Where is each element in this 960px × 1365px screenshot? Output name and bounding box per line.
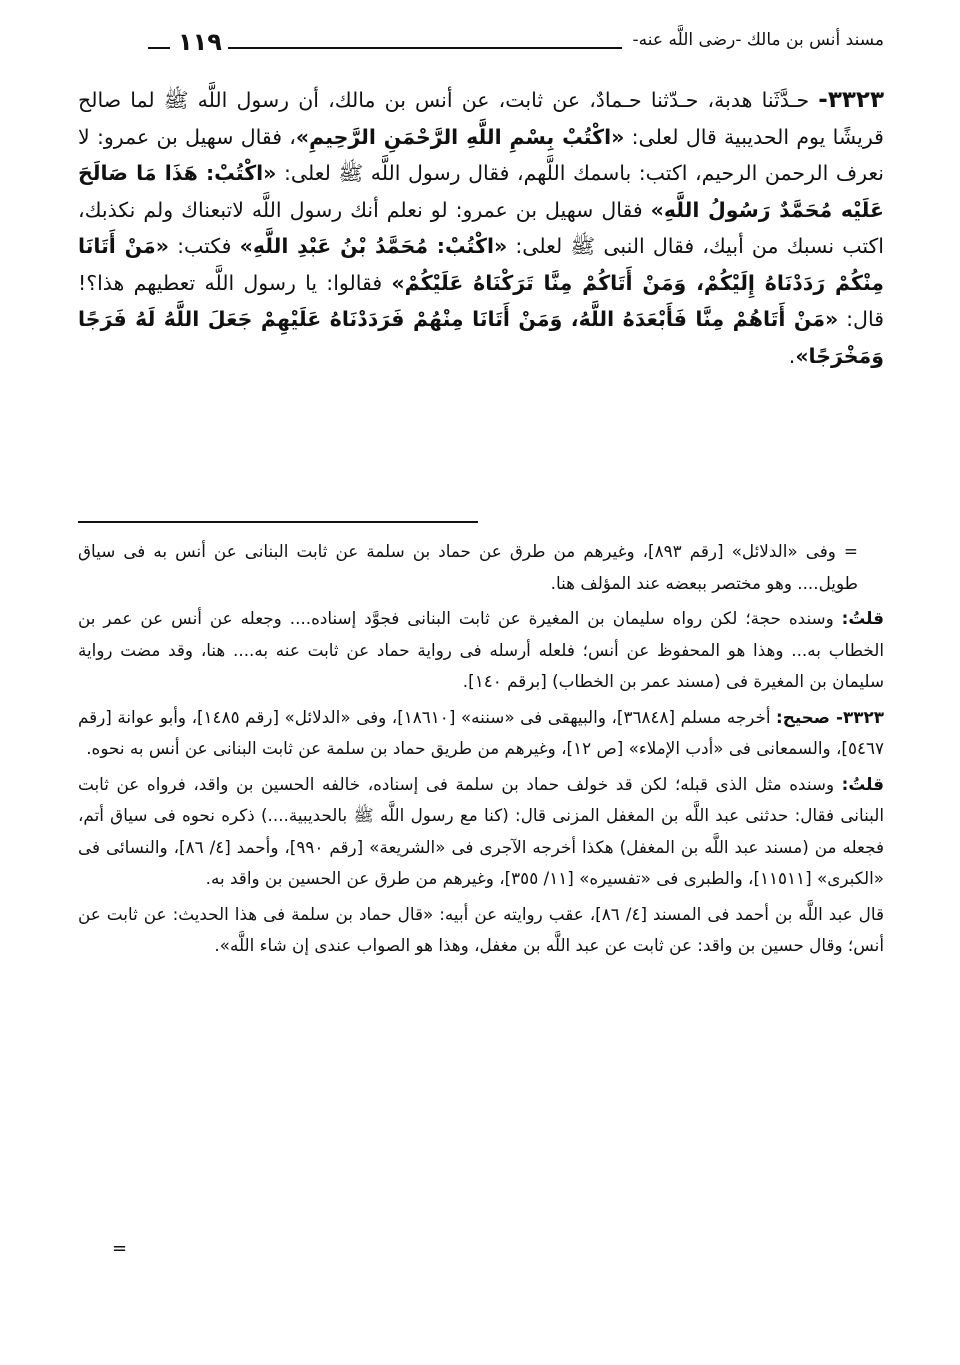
hadith-paragraph — [78, 82, 884, 374]
footnotes — [78, 536, 884, 966]
hadith-quote-1: «اكْتُبْ بِسْمِ اللَّهِ الرَّحْمَنِ الرَّحِيمِ» — [295, 124, 625, 149]
footnote-takhrij — [78, 702, 884, 765]
footnote-lead: ٣٣٢٣- صحيح: — [776, 706, 884, 727]
page-number: ١١٩ — [178, 28, 222, 56]
hadith-text-2: ، فقال سهيل بن عمرو: لا نعرف الرحمن الرحيم، اكتب: باسمك اللَّهم، فقال رسول اللَّه ﷺ لعلى: — [78, 124, 884, 185]
page-header — [78, 28, 884, 68]
footnote-text: أخرجه مسلم [٣٦٨٤٨]، والبيهقى فى «سننه» [١٨٦١٠]، وفى «الدلائل» [رقم ١٤٨٥]، وأبو عوانة [رقم ٥٤٦٧]، والسمعانى فى «أدب الإملاء» [ص ١٢]، وغيرهم من طريق حماد بن سلمة عن ثابت البنانى عن أنس به نحوه. — [78, 706, 884, 758]
footnote-text: وسنده مثل الذى قبله؛ لكن قد خولف حماد بن سلمة فى إسناده، خالفه الحسين بن واقد، فرواه عن ثابت البنانى فقال: حدثنى عبد اللَّه بن المغفل المزنى قال: (كنا مع رسول اللَّه ﷺ بالحديبية....) ذكره نحوه فى سياق أتم، فجعله من (مسند عبد اللَّه بن المغفل) هكذا أخرجه الآجرى فى «الشريعة» [رقم ٩٩٠]، وأحمد [٤/ ٨٦]، والنسائى فى «الكبرى» [١١٥١١]، والطبرى فى «تفسيره» [١١/ ٣٥٥]، وغيرهم من طرق عن الحسين بن واقد به. — [78, 773, 884, 888]
hadith-quote-4: «مَنْ أَتَانَا مِنْكُمْ رَدَدْنَاهُ إِلَيْكُمْ، وَمَنْ أَتَاكُمْ مِنَّا تَرَكْنَاهُ عَلَيْكُمْ» — [78, 234, 884, 295]
footnote-comment — [78, 769, 884, 895]
footnote-continuation — [78, 536, 884, 599]
continuation-mark: = — [112, 1238, 128, 1259]
header-rule-end — [148, 47, 170, 49]
hadith-text-1: حـدَّثَنا هدبة، حـدّثنا حـمادٌ، عن ثابت، عن أنس بن مالك، أن رسول اللَّه ﷺ لما صالح قريشًا يوم الحديبية قال لعلى: — [78, 88, 884, 149]
hadith-quote-2: «اكْتُبْ: هَذَا مَا صَالَحَ عَلَيْه مُحَمَّدٌ رَسُولُ اللَّهِ» — [78, 161, 884, 222]
running-title: مسند أنس بن مالك -رضى اللَّه عنه- — [632, 30, 884, 50]
footnote-quote — [78, 899, 884, 962]
footnote-lead: قلتُ: — [841, 608, 884, 628]
footnote-text: قال عبد اللَّه بن أحمد فى المسند [٤/ ٨٦]، عقب روايته عن أبيه: «قال حماد بن سلمة فى هذا الحديث: عن ثابت عن أنس؛ وقال حسين بن واقد: عن ثابت عن عبد اللَّه بن مغفل، وهذا هو الصواب عندى إن شاء اللَّه». — [78, 903, 884, 955]
footnote-comment — [78, 603, 884, 698]
hadith-text-6: . — [788, 343, 796, 368]
hadith-text-4: فكتب: — [168, 234, 240, 258]
hadith-body — [78, 82, 884, 374]
hadith-text-5: فقالوا: يا رسول اللَّه تعطيهم هذا؟! قال: — [78, 270, 884, 331]
hadith-number: ٣٣٢٣- — [818, 87, 884, 113]
hadith-quote-5: «مَنْ أَتَاهُمْ مِنَّا فَأَبْعَدَهُ اللَّهُ، وَمَنْ أَتَانَا مِنْهُمْ فَرَدَدْنَاهُ عَلَيْهِمْ جَعَلَ اللَّهُ لَهُ فَرَجًا وَمَخْرَجًا» — [78, 307, 884, 368]
hadith-quote-3: «اكْتُبْ: مُحَمَّدُ بْنُ عَبْدِ اللَّهِ» — [239, 234, 508, 258]
footnote-separator — [78, 521, 478, 523]
header-rule — [228, 47, 622, 49]
footnote-text: وسنده حجة؛ لكن رواه سليمان بن المغيرة عن ثابت البنانى فجوَّد إسناده.... وجعله عن أنس عن عمر بن الخطاب به... وهذا هو المحفوظ عن أنس؛ فلعله أرسله فى رواية حماد عن ثابت عنه به.... هنا، وقد مضت رواية سليمان بن المغيرة فى (مسند عمر بن الخطاب) [برقم ١٤٠]. — [78, 608, 884, 691]
footnote-text: = وفى «الدلائل» [رقم ٨٩٣]، وغيرهم من طرق عن حماد بن سلمة عن ثابت البنانى عن أنس به فى سياق طويل.... وهو مختصر ببعضه عند المؤلف هنا. — [78, 541, 858, 593]
footnote-lead: قلتُ: — [841, 773, 884, 794]
hadith-text-3: فقال سهيل بن عمرو: لو نعلم أنك رسول اللَّه لاتبعناك ولم نكذبك، اكتب نسبك من أبيك، فقال النبى ﷺ لعلى: — [78, 197, 884, 258]
